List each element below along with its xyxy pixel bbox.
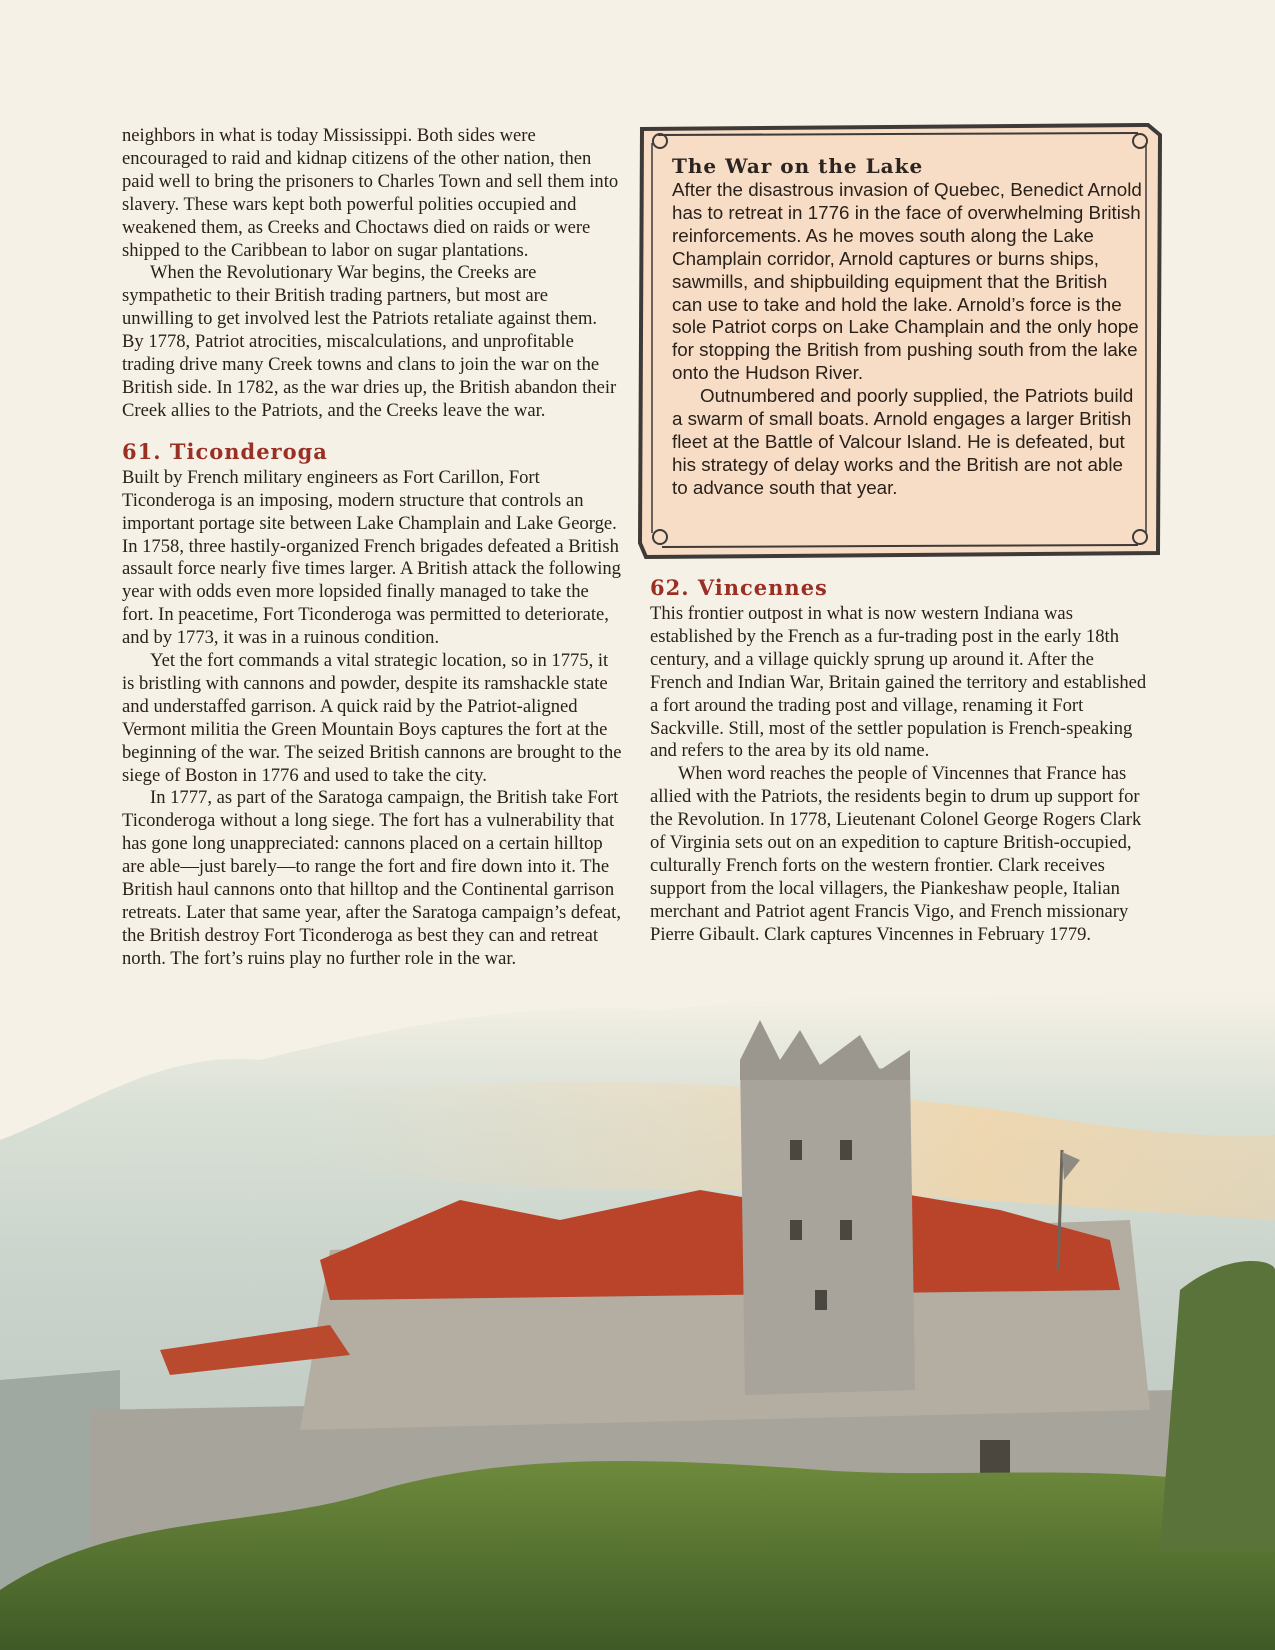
section-heading-ticonderoga: 61. Ticonderoga (122, 438, 328, 464)
fort-ticonderoga-painting (0, 990, 1275, 1650)
right-column (650, 575, 1150, 947)
sidebar-paragraph-1: After the disastrous invasion of Quebec, Benedict Arnold has to retreat in 1776 in the face of overwhelming British reinforcements. As he moves south along the Lake Champlain corridor, Arnold captures or burns ships, sawmills, and shipbuilding equipment that the British can use to take and hold the lake. Arnold’s force is the sole Patriot corps on Lake Champlain and the only hope for stopping the British from pushing south from the lake onto the Hudson River. (672, 179, 1142, 384)
sidebar-body (672, 153, 1142, 500)
intro-paragraph-1: neighbors in what is today Mississippi. Both sides were encouraged to raid and kidnap citizens of the other nation, then paid well to bring the prisoners to Charles Town and sell them into slavery. These wars kept both powerful polities occupied and weakened them, as Creeks and Choctaws died on raids or were shipped to the Caribbean to labor on sugar plantations. (122, 125, 619, 261)
ticonderoga-paragraph-2: Yet the fort commands a vital strategic location, so in 1775, it is bristling with cannons and powder, despite its ramshackle state and understaffed garrison. A quick raid by the Patriot-aligned Vermont militia the Green Mountain Boys captures the fort at the beginning of the war. The seized British cannons are brought to the siege of Boston in 1776 and used to take the city. (122, 650, 622, 786)
vincennes-paragraph-2: When word reaches the people of Vincennes that France has allied with the Patriots, the residents begin to drum up support for the Revolution. In 1778, Lieutenant Colonel George Rogers Clark of Virginia sets out on an expedition to capture British-occupied, culturally French forts on the western frontier. Clark receives support from the local villagers, the Piankeshaw people, Italian merchant and Patriot agent Francis Vigo, and French missionary Pierre Gibault. Clark captures Vincennes in February 1779. (650, 763, 1142, 945)
section-heading-vincennes: 62. Vincennes (650, 575, 828, 600)
sidebar-paragraph-2: Outnumbered and poorly supplied, the Patriots build a swarm of small boats. Arnold engages a larger British fleet at the Battle of Valcour Island. He is defeated, but his strategy of delay works and the British are not able to advance south that year. (672, 385, 1134, 498)
sidebar-war-on-the-lake (638, 123, 1163, 560)
left-column (122, 125, 622, 971)
intro-paragraph-2: When the Revolutionary War begins, the Creeks are sympathetic to their British trading partners, but most are unwilling to get involved lest the Patriots retaliate against them. By 1778, Patriot atrocities, miscalculations, and unprofitable trading drive many Creek towns and clans to join the war on the British side. In 1782, as the war dries up, the British abandon their Creek allies to the Patriots, and the Creeks leave the war. (122, 262, 617, 421)
ticonderoga-paragraph-3: In 1777, as part of the Saratoga campaign, the British take Fort Ticonderoga without a long siege. The fort has a vulnerability that has gone long unappreciated: cannons placed on a certain hilltop are able—just barely—to range the fort and fire down into it. The British haul cannons onto that hilltop and the Continental garrison retreats. Later that same year, after the Saratoga campaign’s defeat, the British destroy Fort Ticonderoga as best they can and retreat north. The fort’s ruins play no further role in the war. (122, 787, 621, 969)
ticonderoga-paragraph-1: Built by French military engineers as Fort Carillon, Fort Ticonderoga is an imposing, modern structure that controls an important portage site between Lake Champlain and Lake George. In 1758, three hastily-organized French brigades defeated a British assault force nearly five times larger. A British attack the following year with odds even more lopsided finally managed to take the fort. In peacetime, Fort Ticonderoga was permitted to deteriorate, and by 1773, it was in a ruinous condition. (122, 466, 621, 649)
sidebar-title: The War on the Lake (672, 154, 924, 178)
vincennes-paragraph-1: This frontier outpost in what is now western Indiana was established by the French as a fur-trading post in the early 18th century, and a village quickly sprung up around it. After the French and Indian War, Britain gained the territory and established a fort around the trading post and village, renaming it Fort Sackville. Still, most of the settler population is French-speaking and refers to the area by its old name. (650, 603, 1147, 762)
